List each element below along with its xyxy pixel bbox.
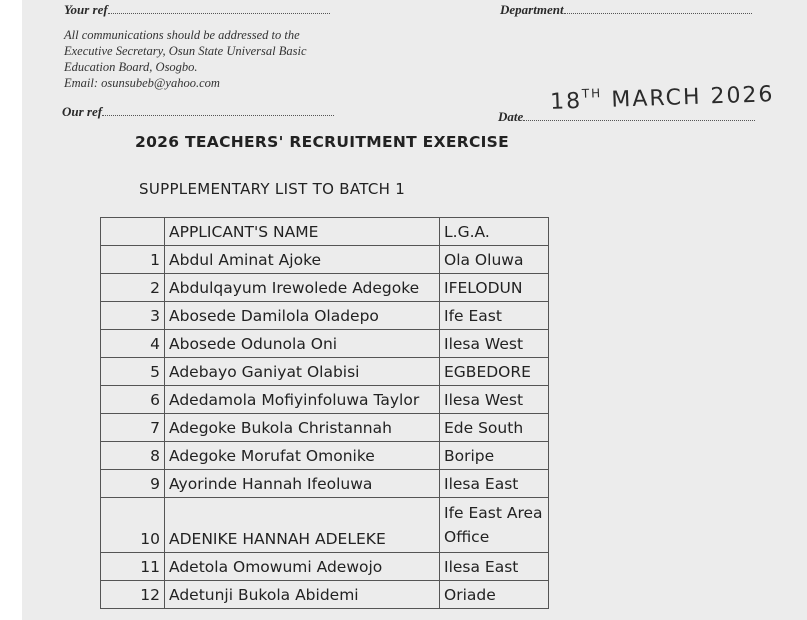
table-row	[101, 498, 549, 553]
department-label: Department	[500, 2, 564, 17]
table-header-row	[101, 218, 549, 246]
row-number: 2	[101, 274, 165, 302]
table-row	[101, 246, 549, 274]
department-line	[500, 2, 752, 18]
communications-line-3: Education Board, Osogbo.	[64, 60, 198, 74]
department-dots	[564, 3, 752, 14]
row-number: 5	[101, 358, 165, 386]
row-number: 9	[101, 470, 165, 498]
applicant-table	[100, 217, 549, 609]
margin-strip	[0, 0, 22, 620]
applicant-name: Abdulqayum Irewolede Adegoke	[165, 274, 440, 302]
applicant-lga: Ife East Area Office	[440, 498, 549, 553]
our-ref-dots	[102, 105, 334, 116]
row-number: 12	[101, 581, 165, 609]
table-row	[101, 358, 549, 386]
applicant-name: Abosede Odunola Oni	[165, 330, 440, 358]
date-month-year: MARCH 2026	[610, 82, 775, 113]
applicant-lga: Ilesa East	[440, 553, 549, 581]
our-ref-label: Our ref	[62, 104, 103, 119]
row-number: 7	[101, 414, 165, 442]
table-row	[101, 470, 549, 498]
applicant-name: Adedamola Mofiyinfoluwa Taylor	[165, 386, 440, 414]
applicant-name: Abdul Aminat Ajoke	[165, 246, 440, 274]
row-number: 10	[101, 498, 165, 553]
applicant-lga: IFELODUN	[440, 274, 549, 302]
applicant-name: Adetola Omowumi Adewojo	[165, 553, 440, 581]
table-row	[101, 553, 549, 581]
document-title: 2026 TEACHERS' RECRUITMENT EXERCISE	[135, 133, 510, 151]
applicant-name: Adebayo Ganiyat Olabisi	[165, 358, 440, 386]
table-row	[101, 274, 549, 302]
header-name: APPLICANT'S NAME	[165, 218, 440, 246]
applicant-lga: Boripe	[440, 442, 549, 470]
row-number: 11	[101, 553, 165, 581]
applicant-lga: Ilesa East	[440, 470, 549, 498]
header-lga: L.G.A.	[440, 218, 549, 246]
applicant-lga: Ife East	[440, 302, 549, 330]
applicant-lga: Ilesa West	[440, 386, 549, 414]
applicant-name: Ayorinde Hannah Ifeoluwa	[165, 470, 440, 498]
your-ref-label: Your ref	[64, 2, 108, 17]
applicant-name: Abosede Damilola Oladepo	[165, 302, 440, 330]
your-ref-dots	[108, 3, 330, 14]
table-row	[101, 330, 549, 358]
applicant-name: ADENIKE HANNAH ADELEKE	[165, 498, 440, 553]
table-row	[101, 581, 549, 609]
applicant-name: Adegoke Morufat Omonike	[165, 442, 440, 470]
your-ref-line	[64, 2, 330, 18]
applicant-lga: Oriade	[440, 581, 549, 609]
table-row	[101, 302, 549, 330]
applicant-lga: Ede South	[440, 414, 549, 442]
communications-line-4: Email: osunsubeb@yahoo.com	[64, 76, 220, 90]
header-num	[101, 218, 165, 246]
applicant-lga: EGBEDORE	[440, 358, 549, 386]
applicant-name: Adetunji Bukola Abidemi	[165, 581, 440, 609]
row-number: 4	[101, 330, 165, 358]
communications-line-2: Executive Secretary, Osun State Universal Basic	[64, 44, 307, 58]
table-row	[101, 414, 549, 442]
applicant-lga: Ola Oluwa	[440, 246, 549, 274]
applicant-name: Adegoke Bukola Christannah	[165, 414, 440, 442]
table-row	[101, 442, 549, 470]
date-day: 18	[549, 88, 583, 115]
our-ref-line	[62, 104, 334, 120]
date-label: Date	[498, 109, 524, 124]
document-subtitle: SUPPLEMENTARY LIST TO BATCH 1	[139, 180, 406, 198]
row-number: 6	[101, 386, 165, 414]
applicant-lga: Ilesa West	[440, 330, 549, 358]
communications-line-1: All communications should be addressed to the	[64, 28, 300, 42]
table-row	[101, 386, 549, 414]
row-number: 1	[101, 246, 165, 274]
row-number: 8	[101, 442, 165, 470]
row-number: 3	[101, 302, 165, 330]
document-page	[22, 0, 807, 620]
communications-note	[64, 27, 307, 91]
date-suffix: TH	[581, 86, 603, 101]
